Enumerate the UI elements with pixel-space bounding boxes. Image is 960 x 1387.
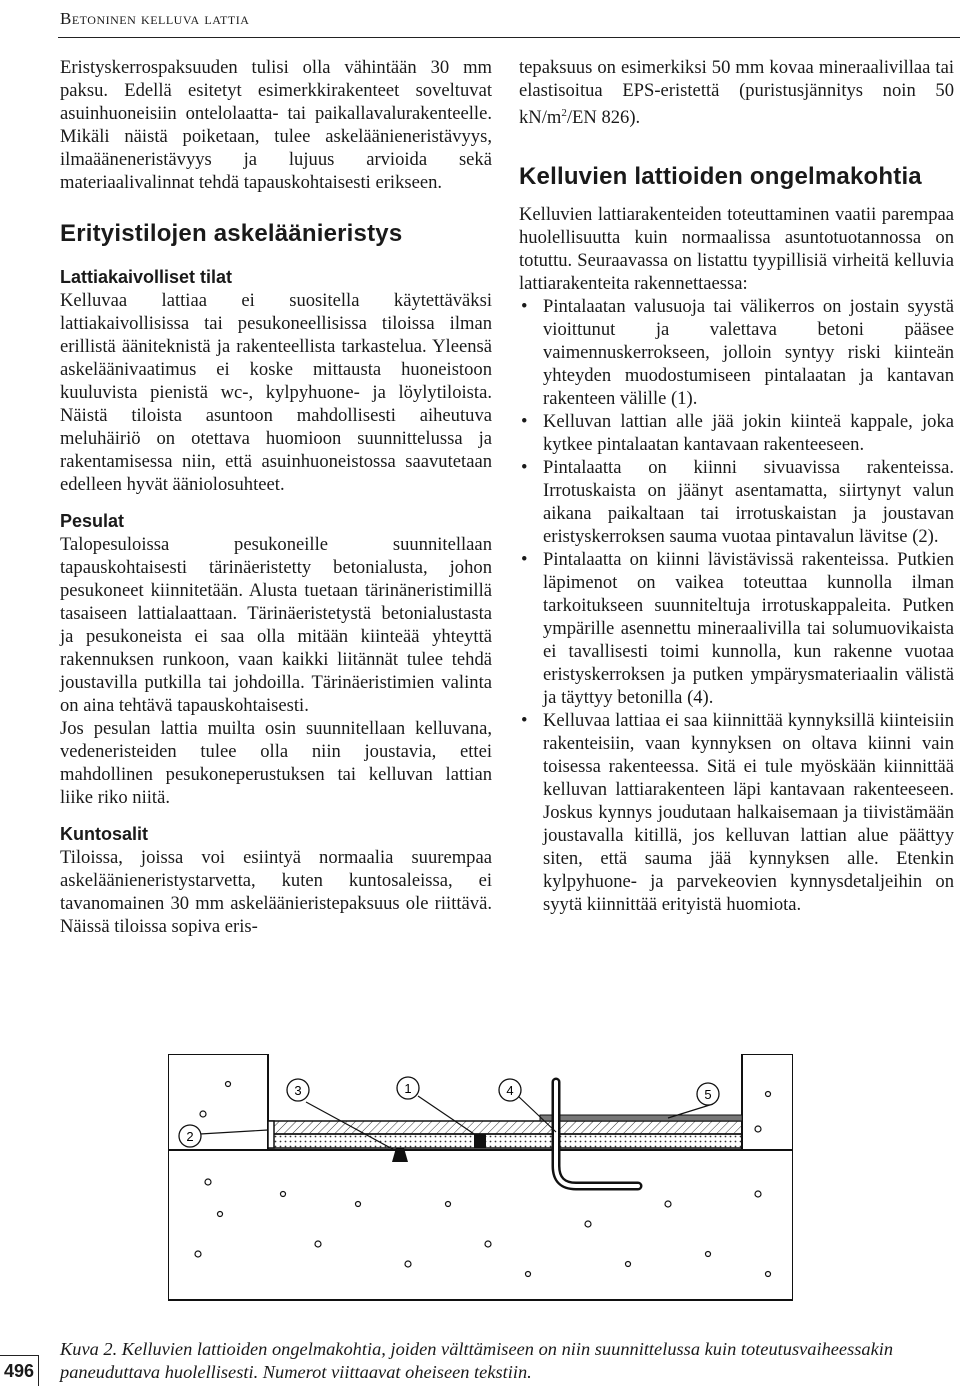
paragraph-pesulat: Talopesuloissa pesukoneille suunnitellaan tapauskohtaisesti tärinäeristetty betonialusta, johon pesukoneet kiinnitetään. Alusta tuetaan tärinäneristimillä tasaiseen lattialaattaan. Tärinäeristetystä betonialustasta ja pesukoneista ei saa olla mitään kiinteää yhteyttä rakennuksen runkoon, vaan kaikki liitännät tulee tehdä joustavilla putkilla tai johdoilla. Tärinäeristimien valinta on aina tehtävä tapauskohtaisesti.: [60, 534, 492, 716]
marker-2-icon: [179, 1125, 201, 1147]
section-heading-ongelmakohtia: Kelluvien lattioiden ongelmakohtia: [519, 163, 922, 191]
right-column: [519, 56, 954, 916]
floor-finish: [540, 1115, 742, 1121]
floor-section-figure: [168, 1054, 793, 1324]
list-item: • Pintalaatta on kiinni lävistävissä rakenteissa. Putkien läpimenot on vaikea toteuttaa kunnolla ilman tarkoitukseen suunniteltuja irrotuskappaleita. Putken ympärille asennettu mineraalivilla tai solumuovikaista ei tavallisesti toimi kunnolla, kun rakenne vuotaa eristyskerroksen ja putken ympärysmateriaalin välistä ja täyttyy betonilla (4).: [519, 548, 954, 709]
marker-1-icon: [397, 1077, 419, 1099]
insulation-layer: [268, 1134, 742, 1148]
marker-5-label: 5: [704, 1087, 712, 1102]
intro-paragraph: Eristyskerrospaksuuden tulisi olla vähintään 30 mm paksu. Edellä esitetyt esimerkkirakenteet soveltuvat asuinhuoneisiin ontelolaatta- tai paikallavalurakenteelle. Mikäli näistä poiketaan, tulee askeläänieneristävyys, ilmaääneneristävyys ja lujuus arvioida sekä materiaalivalinnat tehdä tapauskohtaisesti erikseen.: [60, 57, 492, 193]
surface-slab: [268, 1121, 742, 1134]
page-number: 496: [0, 1355, 39, 1386]
list-item: • Kelluvan lattian alle jää jokin kiinteä kappale, joka kytkee pintalaatan kantavaan rakenteeseen.: [519, 410, 954, 456]
floor-section-drawing: [168, 1054, 793, 1324]
edge-strip: [268, 1121, 274, 1148]
marker-3-icon: [287, 1079, 309, 1101]
solid-piece: [474, 1134, 486, 1148]
marker-1-label: 1: [404, 1081, 412, 1096]
problem-list: [519, 295, 954, 916]
list-item: • Kelluvaa lattiaa ei saa kiinnittää kynnyksillä kiinteisiin rakenteisiin, vaan kynnyksen on oltava kiinni vain toisessa rakenteessa. Sitä ei tule myöskään kiinnittää kelluvan lattiarakenteen läpi kantavaan rakenteeseen. Joskus kynnys joudutaan halkaisemaan ja tiivistämään joustavalla kitillä, jos kelluvan lattian alue päättyy siten, että sauma jää kynnyksen alle. Etenkin kylpyhuone- ja parvekeovien kynnysdetaljeihin on syytä kiinnittää erityistä huomiota.: [519, 709, 954, 916]
list-item: • Pintalaatta on kiinni sivuavissa rakenteissa. Irrotuskaista on jäänyt asentamatta, siirtynyt valun aikana paikaltaan tai irrotuskaistan ja joustavan eristyskerroksen sauma vuotaa pintavalun lävitse (2).: [519, 456, 954, 548]
subheading-kuntosalit: Kuntosalit: [60, 824, 148, 844]
marker-4-icon: [499, 1079, 521, 1101]
marker-4-label: 4: [506, 1083, 514, 1098]
right-wall: [742, 1054, 793, 1150]
marker-5-icon: [697, 1083, 719, 1105]
subheading-lattiakaivolliset: Lattiakaivolliset tilat: [60, 267, 233, 287]
subheading-pesulat: Pesulat: [60, 511, 125, 531]
continuation-paragraph: tepaksuus on esimerkiksi 50 mm kovaa mineraalivillaa tai elastisoitua EPS-eristettä (puristusjännitys noin 50 $kN/m^2/EN$ 826).: [519, 57, 954, 129]
running-head: Betoninen kelluva lattia: [60, 9, 250, 28]
figure-caption: Kuva 2. Kelluvien lattioiden ongelmakohtia, joiden välttämiseen on niin suunnittelussa kuin toteutusvaiheessakin paneuduttava huolellisesti. Numerot viittaavat oheiseen tekstiin.: [60, 1339, 894, 1382]
marker-2-label: 2: [186, 1129, 194, 1144]
left-column: [60, 56, 492, 938]
paragraph-pesulat-2: Jos pesulan lattia muilta osin suunnitellaan kelluvana, vedeneristeiden tulee olla niin joustavia, ettei mahdollinen pesukoneperustuksen tai kelluvan lattian liike riko niitä.: [60, 718, 492, 808]
list-item: • Pintalaatan valusuoja tai välikerros on jostain syystä vioittunut ja valettava betoni pääsee vaimennuskerrokseen, jolloin syntyy riski kiinteän yhteyden muodostumiseen pintalaatan ja kantavan rakenteen välille (1).: [519, 295, 954, 410]
load-bearing-slab: [168, 1150, 793, 1300]
intro-ongelmakohtia: Kelluvien lattiarakenteiden toteuttaminen vaatii parempaa huolellisuutta kuin normaalissa asuntotuotannossa on totuttu. Seuraavassa on listattu tyypillisiä virheitä kelluvia lattiarakenteita rakennettaessa:: [519, 204, 954, 295]
paragraph-lattiakaivolliset: Kelluvaa lattiaa ei suositella käytettäväksi lattiakaivollisissa tai pesukoneellisissa tiloissa ilman erillistä ääniteknistä ja rakenteellista tarkastelua. Yleensä askeläänivaatimus ei koske mittausta huoneistoon kuuluvista pienistä wc-, kylpyhuone- ja löylytiloista. Näistä tiloista asuntoon mahdollisesti aiheutuva meluhäiriö on otettava huomioon suunnittelussa ja rakentamisessa niin, että asuinhuoneistossa saavutetaan edelleen hyvät ääniolosuhteet.: [60, 290, 492, 495]
marker-3-label: 3: [294, 1083, 302, 1098]
paragraph-kuntosalit: Tiloissa, joissa voi esiintyä normaalia suurempaa askeläänieneristystarvetta, kuten kuntosaleissa, ei tavanomainen 30 mm askeläänieristepaksuus ole riittävä. Näissä tiloissa sopiva eris-: [60, 847, 492, 937]
section-heading: Erityistilojen askeläänieristys: [60, 220, 403, 247]
header-rule: [58, 37, 960, 38]
